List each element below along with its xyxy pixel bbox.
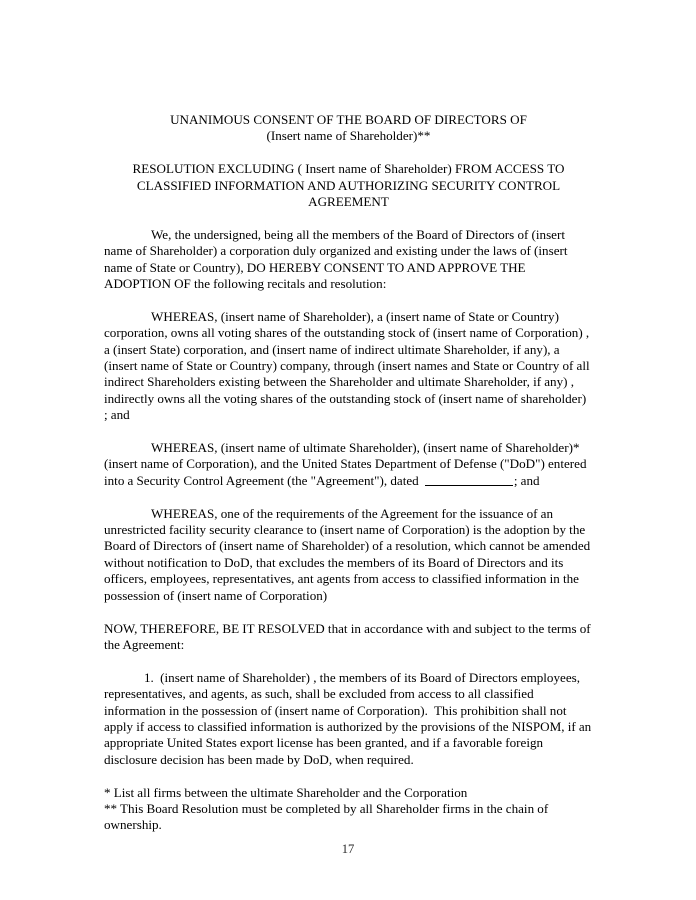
- spacer-4: [104, 604, 593, 620]
- page-number: 17: [341, 842, 355, 856]
- title-line-4: CLASSIFIED INFORMATION AND AUTHORIZING SECURITY CONTROL: [136, 177, 561, 193]
- footnote-single-asterisk: * List all firms between the ultimate Shareholder and the Corporation: [104, 784, 468, 800]
- title-line-3: RESOLUTION EXCLUDING ( Insert name of Shareholder) FROM ACCESS TO: [132, 161, 565, 177]
- spacer-3: [104, 489, 593, 505]
- document-body: [104, 112, 593, 834]
- title-spacer: [104, 145, 593, 161]
- spacer-1: [104, 292, 593, 308]
- resolution-item-1: 1. (insert name of Shareholder) , the members of its Board of Directors employees, representatives, and agents, as such, shall be excluded from access to all classified information in the possession of (insert name of Corporation). This prohibition shall not apply if access to classified information is authorized by the provisions of the NISPOM, if an appropriate United States export license has been granted, and if a favorable foreign disclosure decision has been made by DoD, when required.: [104, 669, 595, 767]
- title-line-2: (Insert name of Shareholder)**: [266, 128, 431, 144]
- spacer-2: [104, 424, 593, 440]
- date-blank-fill-in[interactable]: [425, 474, 513, 486]
- footnote-double-asterisk: ** This Board Resolution must be completed by all Shareholder firms in the chain of ownership.: [104, 800, 552, 833]
- spacer-5: [104, 653, 593, 669]
- spacer-after-title: [104, 210, 593, 226]
- paragraph-whereas-3: WHEREAS, one of the requirements of the Agreement for the issuance of an unrestricted facility security clearance to (insert name of Corporation) is the adoption by the Board of Directors of (insert name of Shareholder) of a resolution, which cannot be amended without notification to DoD, that excludes the members of its Board of Directors and its officers, employees, representatives, ant agents from access to classified information in the possession of (insert name of Corporation): [104, 505, 594, 603]
- whereas-2-text-before-blank: WHEREAS, (insert name of ultimate Shareholder), (insert name of Shareholder)* (insert name of Corporation), and the United States Department of Defense ("DoD") entered into a Security Control Agreement (the "Agreement"), dated: [104, 440, 590, 488]
- whereas-2-text-after-blank: ; and: [513, 472, 540, 488]
- document-title-block: [104, 112, 593, 210]
- spacer-6: [104, 768, 593, 784]
- paragraph-whereas-2: [104, 440, 593, 489]
- title-line-1: UNANIMOUS CONSENT OF THE BOARD OF DIRECTORS OF: [170, 112, 527, 127]
- title-line-5: AGREEMENT: [308, 194, 389, 210]
- paragraph-whereas-1: WHEREAS, (insert name of Shareholder), a (insert name of State or Country) corporation, owns all voting shares of the outstanding stock of (insert name of Corporation) , a (insert State) corporation, and (insert name of indirect ultimate Shareholder, if any), a (insert name of State or Country) company, through (insert names and State or Country of all indirect Shareholders existing between the Shareholder and ultimate Shareholder, if any) , indirectly owns all the voting shares of the outstanding stock of (insert name of shareholder) ; and: [104, 308, 593, 423]
- paragraph-now-therefore-resolved: NOW, THEREFORE, BE IT RESOLVED that in accordance with and subject to the terms of the Agreement:: [104, 620, 594, 652]
- paragraph-preamble: We, the undersigned, being all the members of the Board of Directors of (insert name of Shareholder) a corporation duly organized and existing under the laws of (insert name of State or Country), DO HEREBY CONSENT TO AND APPROVE THE ADOPTION OF the following recitals and resolution:: [104, 226, 571, 292]
